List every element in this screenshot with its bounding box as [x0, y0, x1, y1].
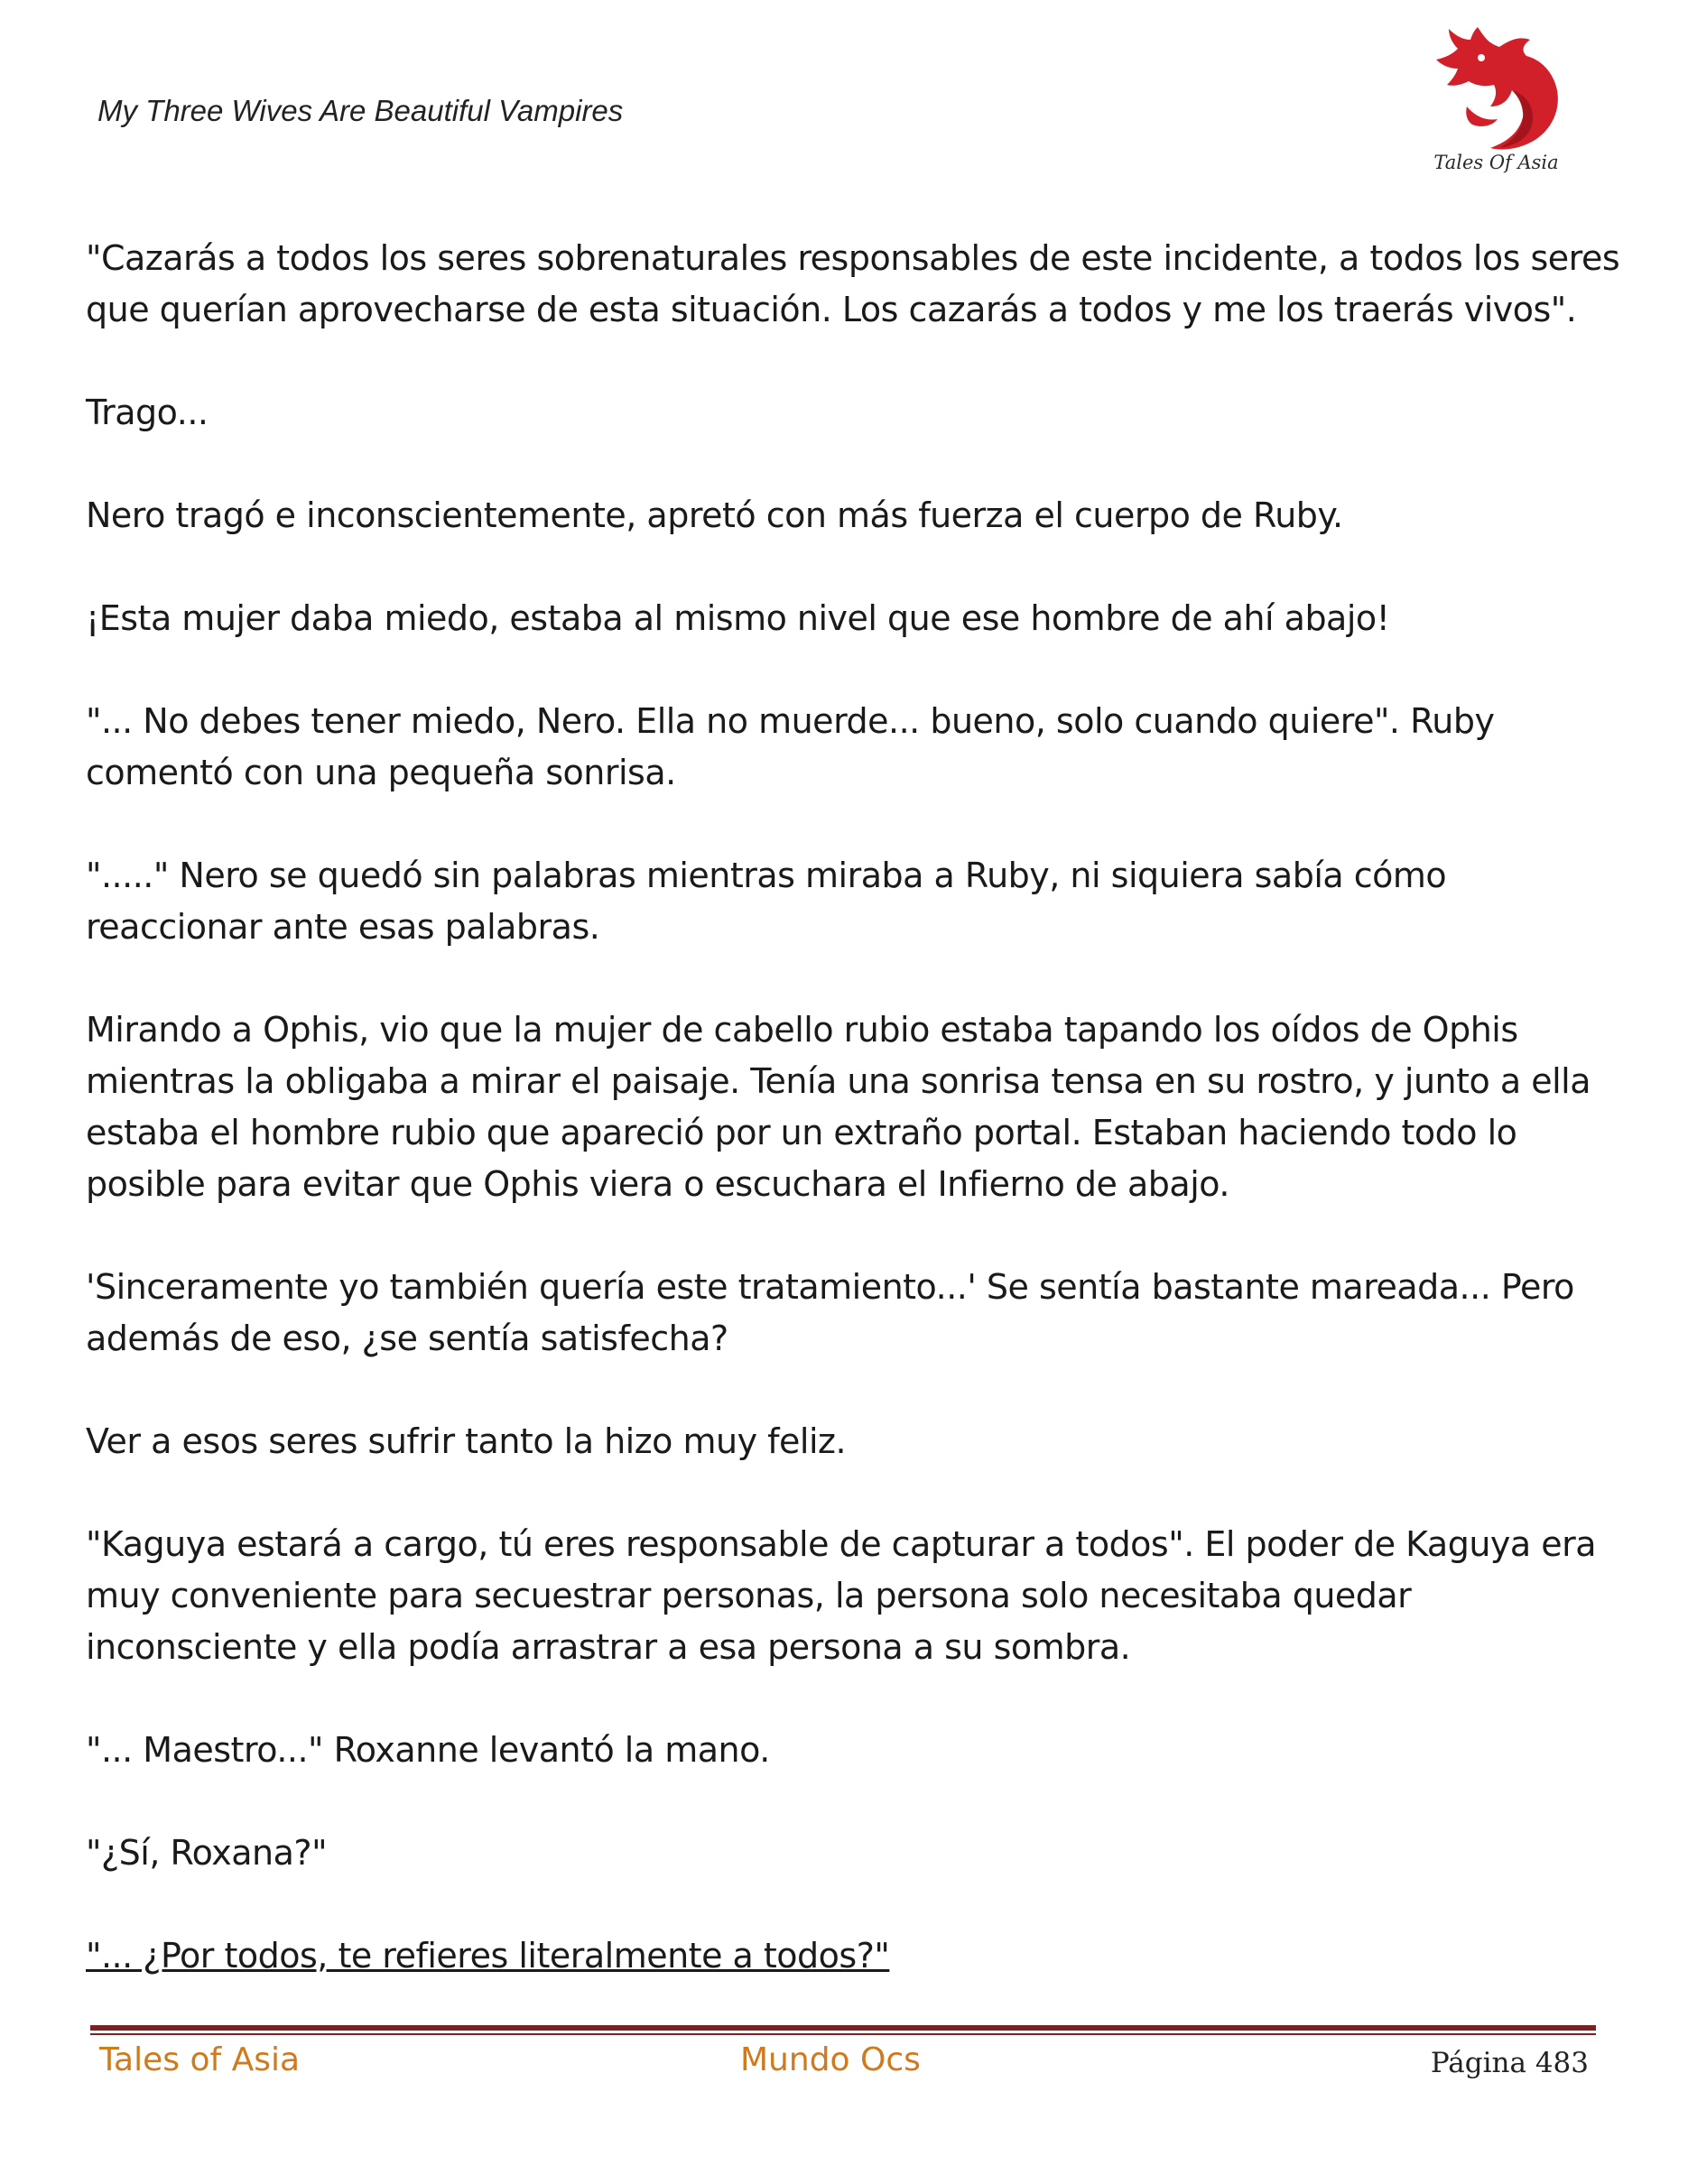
page-number: Página 483 — [1430, 2047, 1589, 2079]
footer-publisher: Tales of Asia — [99, 2041, 301, 2078]
footer-divider — [90, 2025, 1596, 2031]
document-body — [86, 233, 1620, 1982]
paragraph: Mirando a Ophis, vio que la mujer de cabello rubio estaba tapando los oídos de Ophis mientras la obligaba a mirar el paisaje. Tenía una sonrisa tensa en su rostro, y junto a ella estaba el hombre rubio que apareció por un extraño portal. Estaban haciendo todo lo posible para evitar que Ophis viera o escuchara el Infierno de abajo. — [86, 1010, 1591, 1204]
paragraph: "....." Nero se quedó sin palabras mientras miraba a Ruby, ni siquiera sabía cómo reaccionar ante esas palabras. — [86, 856, 1447, 947]
footer-divider-thin — [90, 2033, 1596, 2035]
paragraph: Ver a esos seres sufrir tanto la hizo muy feliz. — [86, 1421, 847, 1461]
paragraph: "¿Sí, Roxana?" — [86, 1833, 328, 1873]
paragraph: 'Sinceramente yo también quería este tratamiento...' Se sentía bastante mareada... Pero además de eso, ¿se sentía satisfecha? — [86, 1267, 1574, 1358]
paragraph: "... ¿Por todos, te refieres literalmente a todos?" — [86, 1936, 890, 1976]
footer-section: Mundo Ocs — [740, 2041, 921, 2078]
red-dragon-icon — [1422, 20, 1571, 155]
paragraph: "... Maestro..." Roxanne levantó la mano. — [86, 1730, 770, 1770]
book-title: My Three Wives Are Beautiful Vampires — [97, 94, 624, 127]
paragraph: ¡Esta mujer daba miedo, estaba al mismo nivel que ese hombre de ahí abajo! — [86, 598, 1390, 638]
paragraph: "... No debes tener miedo, Nero. Ella no muerde... bueno, solo cuando quiere". Ruby comentó con una pequeña sonrisa. — [86, 701, 1495, 792]
paragraph: "Kaguya estará a cargo, tú eres responsable de capturar a todos". El poder de Kaguya era muy conveniente para secuestrar personas, la persona solo necesitaba quedar inconsciente y ella podía arrastrar a esa persona a su sombra. — [86, 1524, 1597, 1667]
logo-text: Tales Of Asia — [1433, 152, 1559, 173]
paragraph: Nero tragó e inconscientemente, apretó con más fuerza el cuerpo de Ruby. — [86, 495, 1343, 535]
publisher-logo — [1422, 20, 1571, 182]
paragraph: "Cazarás a todos los seres sobrenaturales responsables de este incidente, a todos los seres que querían aprovecharse de esta situación. Los cazarás a todos y me los traerás vivos". — [86, 238, 1620, 329]
paragraph: Trago... — [86, 393, 209, 432]
